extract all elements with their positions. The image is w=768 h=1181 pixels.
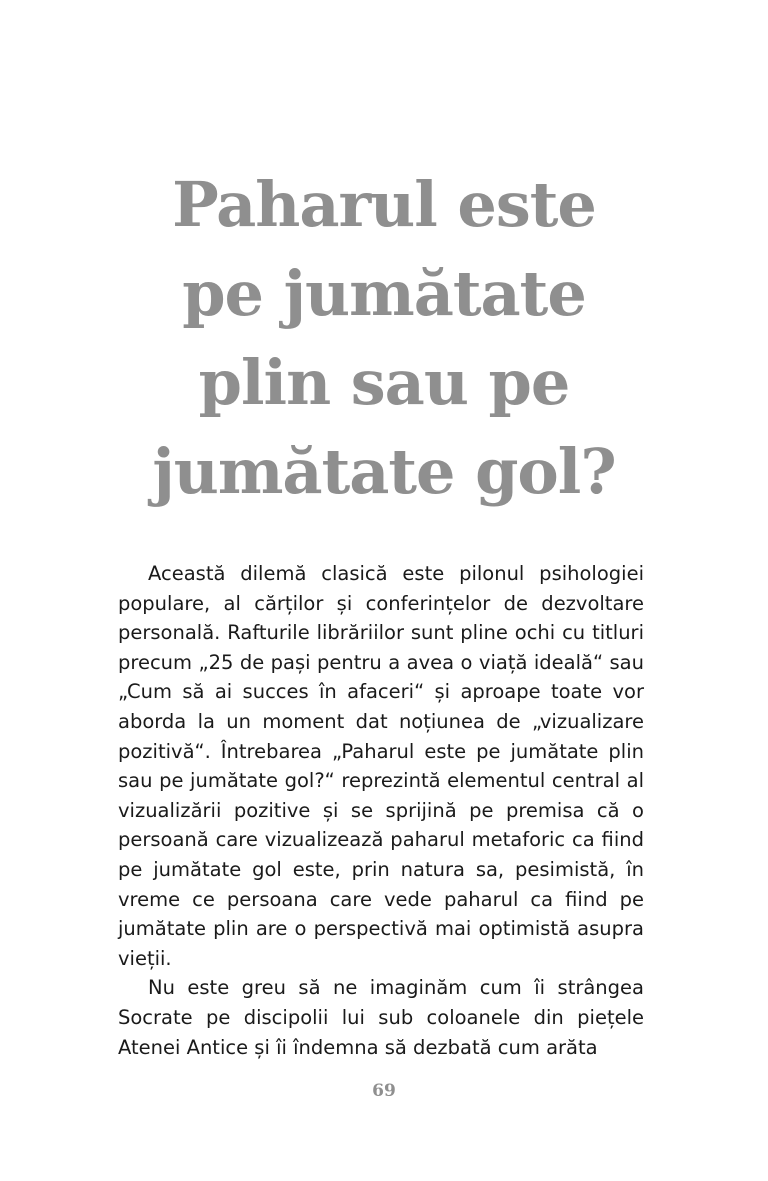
- paragraph: Această dilemă clasică este pilonul psihologiei populare, al cărților și conferințelor de dezvoltare personală. Rafturile librăriilor sunt pline ochi cu titluri precum „25 de pași pentru a avea o viață ideală“ sau „Cum să ai succes în afaceri“ și aproape toate vor aborda la un moment dat noțiunea de „vizualizare pozitivă“. Întrebarea „Paharul este pe jumătate plin sau pe jumătate gol?“ reprezintă elementul central al vizualizării pozitive și se sprijină pe premisa că o persoană care vizualizează paharul metaforic ca fiind pe jumătate gol este, prin natura sa, pesimistă, în vreme ce persoana care vede paharul ca fiind pe jumătate plin are o perspectivă mai optimistă asupra vieții.: [118, 562, 644, 970]
- chapter-title: [80, 160, 688, 516]
- chapter-title-line: jumătate gol?: [152, 435, 616, 508]
- body-text: [118, 559, 644, 1062]
- page-number: 69: [372, 1081, 396, 1101]
- paragraph: Nu este greu să ne imaginăm cum îi strângea Socrate pe discipolii lui sub coloanele din piețele Atenei Antice și îi îndemna să dezbată cum arăta: [118, 976, 644, 1059]
- chapter-title-line: plin sau pe: [198, 346, 570, 419]
- chapter-title-line: pe jumătate: [182, 257, 586, 330]
- chapter-title-line: Paharul este: [172, 168, 596, 241]
